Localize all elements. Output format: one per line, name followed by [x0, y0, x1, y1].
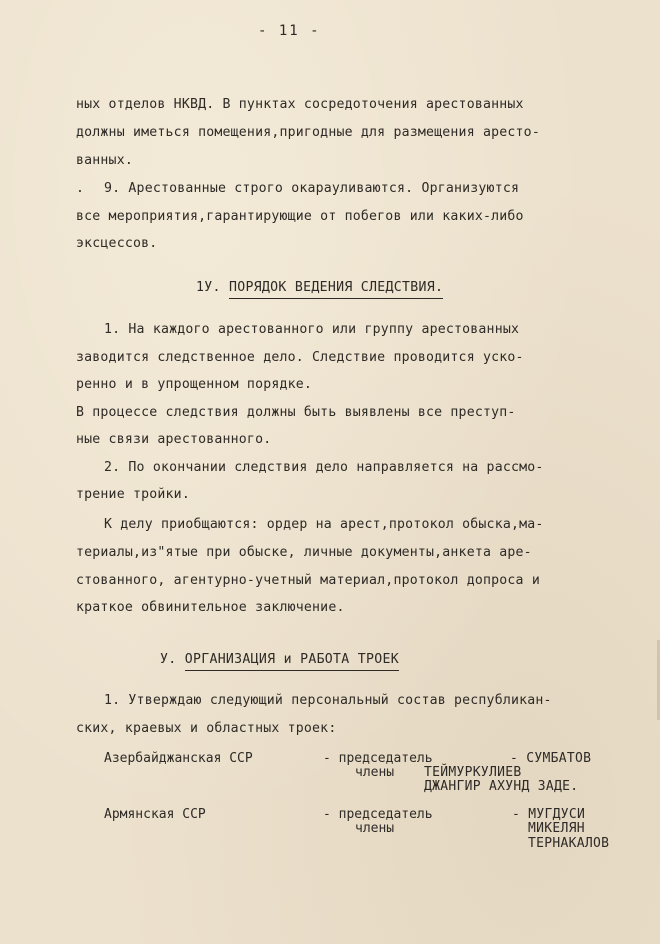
body-line: ренно и в упрощенном порядке. — [76, 377, 313, 392]
members-label: члены — [355, 765, 395, 780]
page-number: - 11 - — [258, 23, 321, 39]
intro-line: должны иметься помещения,пригодные для размещения аресто- — [76, 125, 540, 140]
section-number: У. — [160, 652, 177, 667]
chairman-name: - СУМБАТОВ — [510, 751, 592, 766]
member-name: ТЕРНАКАЛОВ — [528, 836, 610, 851]
members-label: члены — [355, 821, 395, 836]
intro-line: ных отделов НКВД. В пунктах сосредоточения арестованных — [76, 97, 524, 112]
section-number: 1У. — [196, 280, 221, 295]
body-line: териалы,из"ятые при обыске, личные документы,анкета аре- — [76, 545, 532, 560]
chairman-label: - председатель — [323, 807, 433, 822]
paragraph-marker: . — [76, 181, 85, 196]
member-name: ДЖАНГИР АХУНД ЗАДЕ. — [424, 779, 579, 794]
section-title: ОРГАНИЗАЦИЯ и РАБОТА ТРОЕК — [185, 652, 399, 671]
intro-line: все мероприятия,гарантирующие от побегов или каких-либо — [76, 209, 524, 224]
intro-line: ванных. — [76, 153, 133, 168]
troika-region: Армянская ССР — [104, 807, 206, 822]
chairman-label: - председатель — [323, 751, 433, 766]
body-line: 2. По окончании следствия дело направляется на рассмо- — [104, 460, 544, 475]
body-line: краткое обвинительное заключение. — [76, 600, 345, 615]
section-heading — [196, 280, 443, 295]
section-title: ПОРЯДОК ВЕДЕНИЯ СЛЕДСТВИЯ. — [229, 280, 443, 299]
body-line: ные связи арестованного. — [76, 432, 272, 447]
body-line: К делу приобщаются: ордер на арест,протокол обыска,ма- — [104, 517, 544, 532]
member-name: ТЕЙМУРКУЛИЕВ — [424, 765, 522, 780]
body-line: 1. На каждого арестованного или группу арестованных — [104, 322, 520, 337]
intro-line: 9. Арестованные строго окарауливаются. Организуются — [104, 181, 520, 196]
body-line: ских, краевых и областных троек: — [76, 721, 337, 736]
section-heading — [160, 652, 399, 667]
body-line: заводится следственное дело. Следствие проводится уско- — [76, 350, 524, 365]
chairman-name: - МУГДУСИ — [512, 807, 586, 822]
body-line: 1. Утверждаю следующий персональный состав республикан- — [104, 693, 552, 708]
troika-region: Азербайджанская ССР — [104, 751, 253, 766]
body-line: стованного, агентурно-учетный материал,протокол допроса и — [76, 573, 540, 588]
member-name: МИКЕЛЯН — [528, 821, 585, 836]
body-line: трение тройки. — [76, 487, 190, 502]
intro-line: эксцессов. — [76, 236, 158, 251]
body-line: В процессе следствия должны быть выявлены все преступ- — [76, 405, 516, 420]
